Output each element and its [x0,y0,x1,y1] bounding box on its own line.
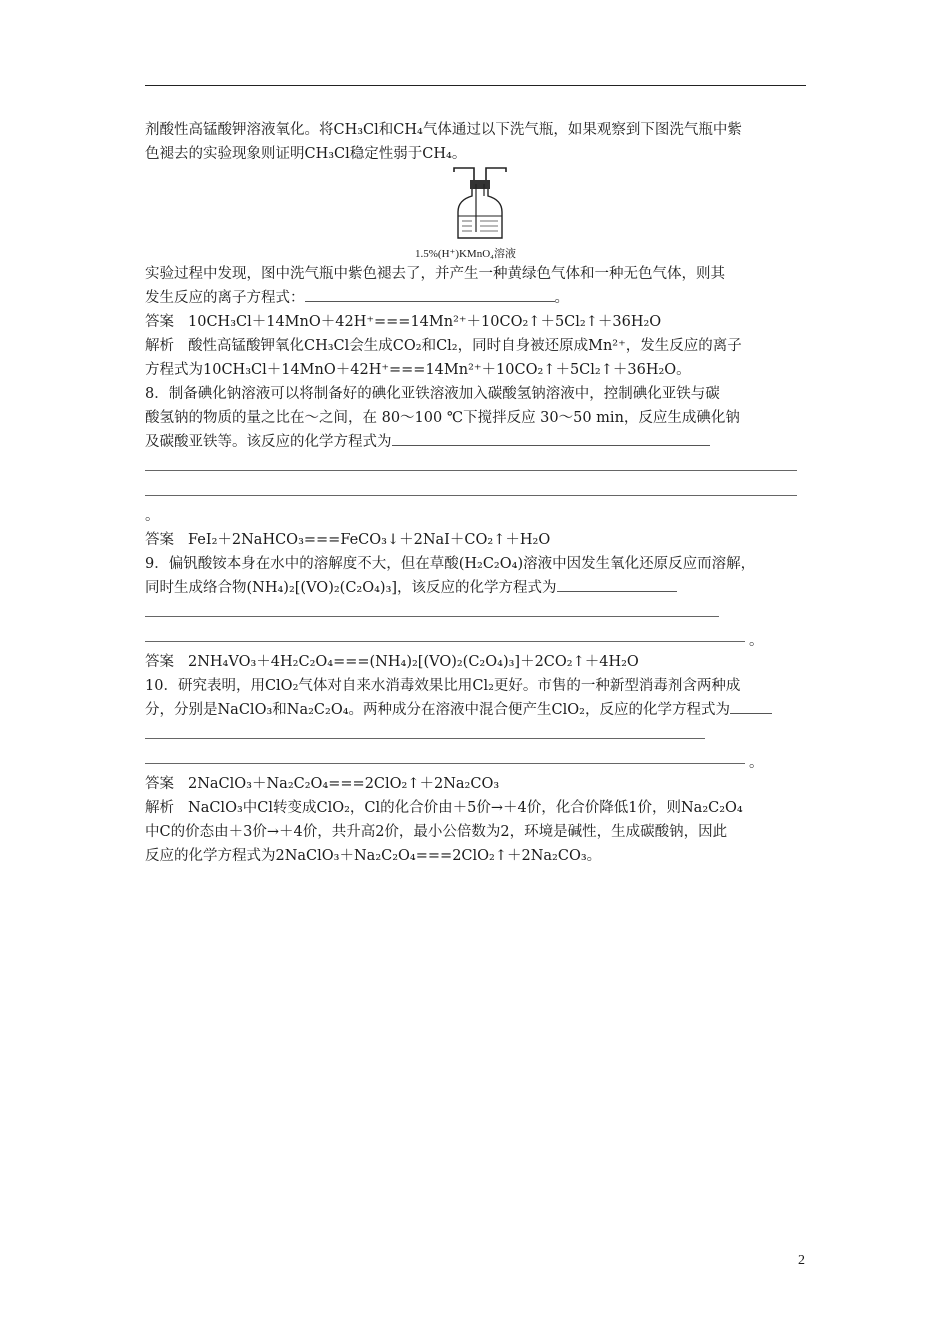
intro-line-2: 色褪去的实验现象则证明CH₃Cl稳定性弱于CH₄。 [145,146,467,162]
q7-answer [145,310,810,334]
q9-answer-blank-3 [145,625,810,650]
q9-answer-blank-1 [557,577,677,592]
q9-line-1: 9．偏钒酸铵本身在水中的溶解度不大，但在草酸(H₂C₂O₄)溶液中因发生氧化还原反应而溶解， [145,556,756,572]
q8-answer-text: FeI₂＋2NaHCO₃===FeCO₃↓＋2NaI＋CO₂↑＋H₂O [188,532,551,548]
header-rule [145,85,806,86]
q7-line-2 [145,286,810,310]
q10-answer-blank-1 [730,699,772,714]
q7-line-2-end: 。 [554,290,569,306]
q10-analysis-line-2: 中C的价态由＋3价→＋4价，共升高2价，最小公倍数为2，环境是碱性，生成碳酸钠，因此 [145,824,728,840]
page-number: 2 [798,1253,805,1268]
q8-answer-blank-3 [145,479,810,504]
q10-answer [145,772,810,796]
answer-label: 答案 [145,314,174,330]
q10-answer-blank-2 [145,722,810,747]
figure-caption: 1.5%(H⁺)KMnO₄溶液 [415,248,516,260]
analysis-label: 解析 [145,338,174,354]
gas-washing-bottle-figure [145,166,810,262]
q7-line-1: 实验过程中发现，图中洗气瓶中紫色褪去了，并产生一种黄绿色气体和一种无色气体，则其 [145,266,725,282]
q9-answer-text: 2NH₄VO₃＋4H₂C₂O₄===(NH₄)₂[(VO)₂(C₂O₄)₃]＋2CO₂↑＋4H₂O [188,654,639,670]
q10-analysis-line-3: 反应的化学方程式为2NaClO₃＋Na₂C₂O₄===2ClO₂↑＋2Na₂CO₃。 [145,848,602,864]
q7-analysis-text-1: 酸性高锰酸钾氧化CH₃Cl会生成CO₂和Cl₂，同时自身被还原成Mn²⁺，发生反应的离子 [188,338,742,354]
q10-answer-text: 2NaClO₃＋Na₂C₂O₄===2ClO₂↑＋2Na₂CO₃ [188,776,500,792]
q7-analysis-line-2: 方程式为10CH₃Cl＋14MnO＋42H⁺===14Mn²⁺＋10CO₂↑＋5Cl₂↑＋36H₂O。 [145,362,691,378]
q7-answer-blank [305,287,555,302]
analysis-label: 解析 [145,800,174,816]
answer-label: 答案 [145,532,174,548]
q10-analysis-line-1 [145,796,810,820]
q8-line-3 [145,430,810,454]
q10-end: 。 [749,755,764,771]
q9-line-2 [145,576,810,600]
q8-line-3-text: 及碳酸亚铁等。该反应的化学方程式为 [145,434,392,450]
intro-line-1: 剂酸性高锰酸钾溶液氧化。将CH₃Cl和CH₄气体通过以下洗气瓶，如果观察到下图洗气瓶中紫 [145,122,742,138]
gas-washing-bottle-icon [450,166,510,242]
q8-answer [145,528,810,552]
q8-end: 。 [145,508,160,524]
q10-line-1: 10．研究表明，用ClO₂气体对自来水消毒效果比用Cl₂更好。市售的一种新型消毒剂含两种成 [145,678,741,694]
q8-answer-blank-2 [145,454,810,479]
q9-answer [145,650,810,674]
q8-answer-blank-1 [392,431,710,446]
answer-label: 答案 [145,654,174,670]
q9-end: 。 [749,633,764,649]
answer-label: 答案 [145,776,174,792]
q8-line-1: 8．制备碘化钠溶液可以将制备好的碘化亚铁溶液加入碳酸氢钠溶液中，控制碘化亚铁与碳 [145,386,720,402]
q10-analysis-text-1: NaClO₃中Cl转变成ClO₂，Cl的化合价由＋5价→＋4价，化合价降低1价，则Na₂C₂O₄ [188,800,743,816]
q10-line-2-text: 分，分别是NaClO₃和Na₂C₂O₄。两种成分在溶液中混合便产生ClO₂，反应的化学方程式为 [145,702,730,718]
document-body [145,118,810,868]
q9-line-2-text: 同时生成络合物(NH₄)₂[(VO)₂(C₂O₄)₃]，该反应的化学方程式为 [145,580,557,596]
q9-answer-blank-2 [145,600,810,625]
q7-line-2-text: 发生反应的离子方程式： [145,290,305,306]
q10-answer-blank-3 [145,747,810,772]
q8-line-2: 酸氢钠的物质的量之比在～之间，在 80～100 ℃下搅拌反应 30～50 min，反应生成碘化钠 [145,410,740,426]
q10-line-2 [145,698,810,722]
q7-analysis-line-1 [145,334,810,358]
q7-answer-text: 10CH₃Cl＋14MnO＋42H⁺===14Mn²⁺＋10CO₂↑＋5Cl₂↑＋36H₂O [188,314,662,330]
